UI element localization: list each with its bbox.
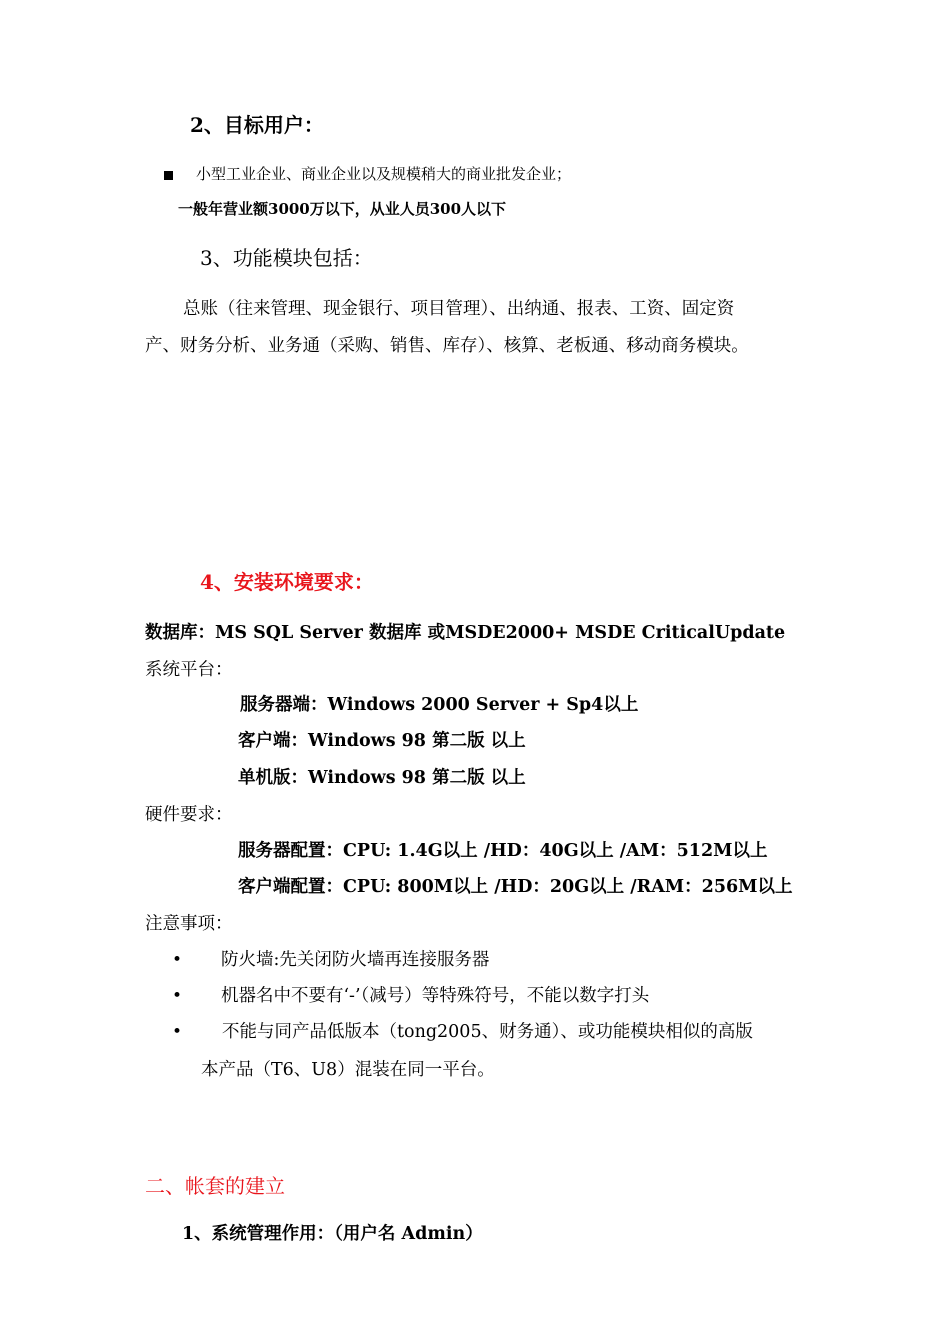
platform-client: 客户端：Windows 98 第二版 以上 [238,731,526,751]
square-bullet-icon [164,171,173,180]
account-setup-heading: 二、帐套的建立 [145,1174,285,1198]
notes-label: 注意事项： [145,914,233,934]
note-item-1: 防火墙:先关闭防火墙再连接服务器 [221,950,490,970]
note-item-2: 机器名中不要有‘-’（减号）等特殊符号，不能以数字打头 [221,986,650,1006]
platform-standalone: 单机版：Windows 98 第二版 以上 [238,768,526,788]
modules-line-1: 总账（往来管理、现金银行、项目管理）、出纳通、报表、工资、固定资 [183,299,735,319]
hardware-server-config: 服务器配置：CPU: 1.4G以上 /HD：40G以上 /AM：512M以上 [238,841,768,861]
hardware-label: 硬件要求： [145,805,233,825]
platform-server: 服务器端：Windows 2000 Server + Sp4以上 [240,695,639,715]
install-env-heading: 4、安装环境要求： [200,570,374,594]
platform-label: 系统平台： [145,660,233,680]
modules-heading: 3、功能模块包括： [200,246,373,270]
database-line: 数据库：MS SQL Server 数据库 或MSDE2000+ MSDE CriticalUpdate [145,623,786,643]
bullet-dot-icon: • [172,1022,183,1042]
note-item-3-cont: 本产品（T6、U8）混装在同一平台。 [201,1060,495,1080]
target-users-note: 一般年营业额3000万以下，从业人员300人以下 [178,200,507,218]
hardware-client-config: 客户端配置：CPU: 800M以上 /HD：20G以上 /RAM：256M以上 [238,877,793,897]
note-item-3: 不能与同产品低版本（tong2005、财务通）、或功能模块相似的高版 [222,1022,753,1042]
target-users-heading: 2、目标用户： [190,113,324,137]
modules-line-2: 产、财务分析、业务通（采购、销售、库存）、核算、老板通、移动商务模块。 [145,336,749,356]
bullet-dot-icon: • [172,950,183,970]
target-users-bullet: 小型工业企业、商业企业以及规模稍大的商业批发企业； [196,165,572,183]
bullet-dot-icon: • [172,986,183,1006]
system-admin-line: 1、系统管理作用：（用户名 Admin） [182,1224,483,1244]
